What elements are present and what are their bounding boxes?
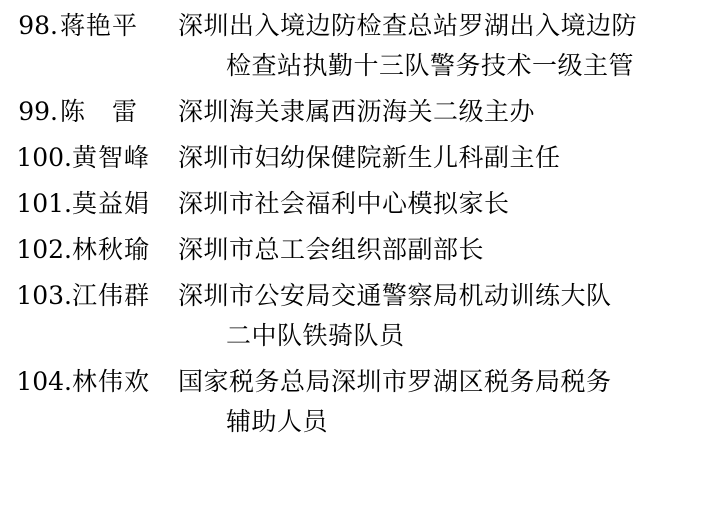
entry-number-name: [10, 276, 178, 316]
entry-body-line: 检查站执勤十三队警务技术一级主管: [226, 51, 635, 80]
list-item: [10, 230, 706, 270]
entry-body: [178, 276, 706, 356]
entry-name: 陈 雷: [60, 97, 139, 126]
entry-body-line: 深圳市社会福利中心模拟家长: [178, 189, 510, 218]
entry-body-line: 深圳出入境边防检查总站罗湖出入境边防: [178, 11, 638, 40]
entry-number-name: [10, 184, 178, 224]
list-item: [10, 92, 706, 132]
entry-number: 100.: [16, 143, 72, 172]
entry-body-line: 二中队铁骑队员: [226, 321, 405, 350]
entry-body: [178, 184, 706, 224]
entry-number-name: [10, 6, 178, 46]
entry-number: 101.: [16, 189, 72, 218]
entry-name: 林秋瑜: [72, 235, 151, 264]
entry-number-name: [10, 362, 178, 402]
list-item: [10, 276, 706, 356]
entry-body-line: 辅助人员: [226, 407, 329, 436]
entry-body-line: 深圳海关隶属西沥海关二级主办: [178, 97, 536, 126]
list-item: [10, 6, 706, 86]
entry-name: 莫益娟: [72, 189, 151, 218]
entry-number: 99.: [18, 97, 58, 126]
entry-body-line: 深圳市公安局交通警察局机动训练大队: [178, 281, 612, 310]
entry-body: [178, 92, 706, 132]
list-item: [10, 362, 706, 442]
entry-body-line: 深圳市总工会组织部副部长: [178, 235, 485, 264]
entry-name: 林伟欢: [72, 367, 151, 396]
list-item: [10, 184, 706, 224]
entry-body: [178, 230, 706, 270]
entry-name: 黄智峰: [72, 143, 151, 172]
entry-number-name: [10, 92, 178, 132]
entry-name: 江伟群: [72, 281, 151, 310]
entry-number: 104.: [16, 367, 72, 396]
entry-number: 98.: [18, 11, 58, 40]
list-item: [10, 138, 706, 178]
entry-number-name: [10, 230, 178, 270]
entry-name: 蒋艳平: [60, 11, 139, 40]
entry-number: 103.: [16, 281, 72, 310]
entry-body-line: 国家税务总局深圳市罗湖区税务局税务: [178, 367, 612, 396]
entry-body: [178, 362, 706, 442]
entry-number-name: [10, 138, 178, 178]
entry-body: [178, 138, 706, 178]
entry-number: 102.: [16, 235, 72, 264]
entry-body: [178, 6, 706, 86]
entry-body-line: 深圳市妇幼保健院新生儿科副主任: [178, 143, 561, 172]
